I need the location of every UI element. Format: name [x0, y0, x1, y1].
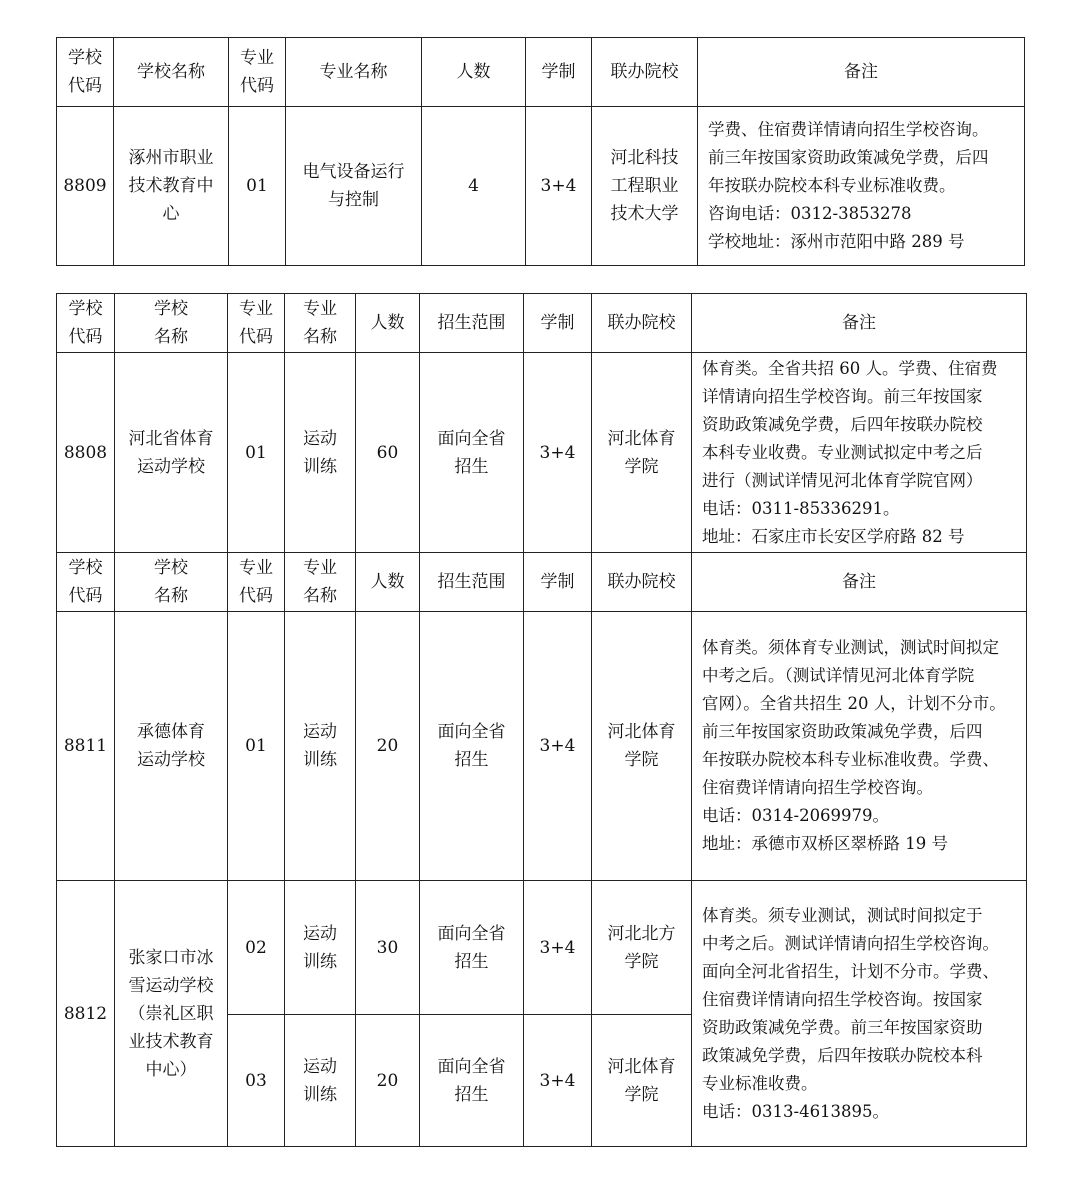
text-line: 备注	[844, 62, 878, 82]
text-line: 代码	[239, 327, 273, 347]
school-name	[115, 353, 228, 553]
text-line: 运动学校	[137, 750, 205, 770]
school-name	[115, 612, 228, 881]
text-line: 学校	[154, 299, 188, 319]
text-line: 专业	[303, 299, 337, 319]
text-line: 招生	[454, 750, 489, 770]
header-count	[422, 38, 526, 107]
school-name	[114, 107, 229, 266]
text-line: 运动学校	[137, 456, 205, 477]
major-code	[228, 612, 285, 881]
text-line: 01	[245, 442, 267, 463]
text-line: 专业	[239, 299, 273, 319]
text-line: 中考之后。（测试详情见河北体育学院	[702, 666, 975, 685]
text-line: 河北省体育	[128, 428, 214, 449]
table-row	[57, 107, 1025, 266]
text-line: 备注	[842, 572, 876, 592]
text-line: 8809	[63, 176, 107, 196]
notes	[698, 107, 1025, 266]
text-line: 学制	[540, 572, 575, 592]
header-major-name	[285, 553, 356, 612]
text-line: 3+4	[540, 176, 577, 196]
text-line: 河北体育	[607, 428, 676, 449]
text-line: 前三年按国家资助政策减免学费，后四	[702, 722, 983, 741]
text-line: 4	[468, 176, 479, 196]
text-line: 学制	[541, 62, 576, 82]
text-line: 河北体育	[607, 1056, 676, 1077]
school-code	[57, 353, 115, 553]
major-name	[285, 612, 356, 881]
text-line: 年按联办院校本科专业标准收费。	[708, 176, 956, 195]
text-line: 雪运动学校	[128, 975, 214, 996]
text-line: 涿州市职业	[128, 148, 214, 168]
text-line: 技术大学	[610, 204, 679, 224]
text-line: 学院	[624, 951, 659, 972]
partner-college	[592, 612, 692, 881]
header-count	[356, 553, 420, 612]
text-line: 训练	[303, 951, 337, 972]
text-line: 3+4	[539, 937, 576, 958]
school-code	[57, 612, 115, 881]
enrollment-count	[422, 107, 526, 266]
header-major-name	[286, 38, 422, 107]
text-line: 3+4	[539, 442, 576, 463]
text-line: 学校名称	[137, 62, 205, 82]
text-line: 60	[376, 442, 399, 463]
text-line: 代码	[239, 586, 273, 606]
text-line: 招生范围	[437, 572, 506, 592]
partner-college	[592, 353, 692, 553]
text-line: 人数	[456, 62, 491, 82]
header-system	[524, 553, 592, 612]
text-line: 住宿费详情请向招生学校咨询。按国家	[702, 989, 983, 1009]
table-header-row	[57, 38, 1025, 107]
text-line: 学院	[624, 1084, 659, 1105]
text-line: 业技术教育	[128, 1031, 214, 1052]
text-line: 专业	[240, 48, 274, 68]
school-code	[57, 107, 114, 266]
text-line: 联办院校	[607, 572, 676, 592]
text-line: 招生范围	[437, 313, 506, 333]
text-line: 联办院校	[607, 313, 676, 333]
text-line: 招生	[454, 951, 489, 972]
table-row	[57, 353, 1027, 553]
header-school-name	[115, 294, 228, 353]
text-line: 工程职业	[610, 176, 679, 196]
text-line: 体育类。须体育专业测试，测试时间拟定	[702, 638, 999, 657]
header-major-code	[229, 38, 286, 107]
text-line: 张家口市冰	[128, 947, 214, 968]
text-line: 学校	[68, 48, 102, 68]
text-line: 8811	[63, 736, 108, 756]
text-line: 运动	[303, 722, 337, 742]
text-line: 名称	[303, 327, 337, 347]
text-line: 3+4	[539, 736, 576, 756]
school-system	[524, 612, 592, 881]
header-school-name	[115, 553, 228, 612]
text-line: 政策减免学费，后四年按联办院校本科	[702, 1045, 983, 1065]
text-line: 名称	[154, 327, 188, 347]
header-major-code	[228, 294, 285, 353]
text-line: 面向全省	[437, 428, 506, 449]
enrollment-scope	[420, 612, 524, 881]
text-line: 电话：0313-4613895。	[702, 1101, 890, 1121]
text-line: 训练	[303, 1084, 337, 1105]
text-line: 承德体育	[137, 722, 205, 742]
text-line: 电话：0314-2069979。	[702, 806, 890, 825]
enrollment-count	[356, 612, 420, 881]
header-notes	[692, 294, 1027, 353]
text-line: 代码	[68, 76, 102, 96]
header-notes	[698, 38, 1025, 107]
text-line: 地址：石家庄市长安区学府路 82 号	[702, 526, 965, 546]
partner-college	[592, 881, 692, 1015]
text-line: 20	[376, 1070, 399, 1091]
text-line: 专业	[303, 558, 337, 578]
text-line: 专业	[239, 558, 273, 578]
text-line: 8808	[63, 442, 108, 463]
table-row	[57, 881, 1027, 1015]
header-partner	[592, 38, 698, 107]
text-line: 学校	[154, 558, 188, 578]
header-school-code	[57, 553, 115, 612]
major-name	[286, 107, 422, 266]
header-scope	[420, 294, 524, 353]
header-system	[524, 294, 592, 353]
text-line: （崇礼区职	[128, 1003, 214, 1024]
text-line: 心	[162, 204, 180, 224]
table-header-row-repeat	[57, 553, 1027, 612]
school-system	[526, 107, 592, 266]
major-code	[228, 1015, 285, 1147]
text-line: 代码	[68, 586, 103, 606]
text-line: 河北科技	[610, 148, 679, 168]
text-line: 面向全省	[437, 722, 506, 742]
text-line: 学制	[540, 313, 575, 333]
school-code	[57, 881, 115, 1147]
text-line: 03	[245, 1070, 267, 1091]
header-major-code	[228, 553, 285, 612]
text-line: 学费、住宿费详情请向招生学校咨询。	[708, 120, 989, 139]
text-line: 专业标准收费。	[702, 1073, 818, 1093]
notes	[692, 353, 1027, 553]
school-name	[115, 881, 228, 1147]
header-major-name	[285, 294, 356, 353]
table-header-row	[57, 294, 1027, 353]
text-line: 学校地址：涿州市范阳中路 289 号	[708, 232, 965, 251]
text-line: 学院	[624, 456, 659, 477]
text-line: 咨询电话：0312-3853278	[708, 204, 912, 223]
enrollment-scope	[420, 881, 524, 1015]
text-line: 前三年按国家资助政策减免学费，后四	[708, 148, 989, 167]
text-line: 招生	[454, 1084, 489, 1105]
major-name	[285, 353, 356, 553]
partner-college	[592, 1015, 692, 1147]
text-line: 学校	[68, 558, 103, 578]
text-line: 年按联办院校本科专业标准收费。学费、	[702, 750, 999, 769]
notes	[692, 612, 1027, 881]
text-line: 代码	[68, 327, 103, 347]
text-line: 训练	[303, 750, 337, 770]
text-line: 人数	[370, 313, 405, 333]
text-line: 中考之后。测试详情请向招生学校咨询。	[702, 933, 999, 953]
text-line: 8812	[63, 1003, 108, 1024]
text-line: 学校	[68, 299, 103, 319]
text-line: 电气设备运行	[302, 162, 405, 182]
school-system	[524, 881, 592, 1015]
text-line: 学院	[624, 750, 659, 770]
text-line: 进行（测试详情见河北体育学院官网）	[702, 470, 983, 490]
text-line: 运动	[303, 1056, 337, 1077]
header-partner	[592, 294, 692, 353]
text-line: 人数	[370, 572, 405, 592]
text-line: 3+4	[539, 1070, 576, 1091]
major-code	[228, 353, 285, 553]
text-line: 中心）	[145, 1059, 197, 1080]
partner-college	[592, 107, 698, 266]
text-line: 面向全省	[437, 1056, 506, 1077]
text-line: 面向全省	[437, 923, 506, 944]
enrollment-count	[356, 881, 420, 1015]
header-school-code	[57, 294, 115, 353]
text-line: 河北北方	[607, 923, 676, 944]
text-line: 资助政策减免学费，后四年按联办院校	[702, 414, 983, 434]
header-scope	[420, 553, 524, 612]
text-line: 体育类。须专业测试，测试时间拟定于	[702, 905, 983, 925]
text-line: 体育类。全省共招 60 人。学费、住宿费	[702, 358, 998, 378]
text-line: 01	[246, 176, 268, 196]
text-line: 招生	[454, 456, 489, 477]
enrollment-table-1	[56, 37, 1025, 266]
enrollment-scope	[420, 353, 524, 553]
text-line: 与控制	[328, 190, 379, 210]
enrollment-count	[356, 353, 420, 553]
text-line: 运动	[303, 428, 337, 449]
header-school-code	[57, 38, 114, 107]
text-line: 代码	[240, 76, 274, 96]
text-line: 运动	[303, 923, 337, 944]
text-line: 技术教育中	[128, 176, 214, 196]
text-line: 备注	[842, 313, 876, 333]
text-line: 01	[245, 736, 267, 756]
text-line: 河北体育	[607, 722, 676, 742]
table-row	[57, 612, 1027, 881]
major-code	[229, 107, 286, 266]
text-line: 训练	[303, 456, 337, 477]
enrollment-table-2	[56, 293, 1027, 1147]
header-notes	[692, 553, 1027, 612]
text-line: 30	[376, 937, 399, 958]
enrollment-scope	[420, 1015, 524, 1147]
major-code	[228, 881, 285, 1015]
school-system	[524, 353, 592, 553]
header-partner	[592, 553, 692, 612]
text-line: 官网）。全省共招生 20 人，计划不分市。	[702, 694, 1006, 713]
text-line: 专业名称	[319, 62, 388, 82]
header-count	[356, 294, 420, 353]
text-line: 面向全河北省招生，计划不分市。学费、	[702, 961, 999, 981]
text-line: 名称	[303, 586, 337, 606]
text-line: 详情请向招生学校咨询。前三年按国家	[702, 386, 983, 406]
text-line: 资助政策减免学费。前三年按国家资助	[702, 1017, 983, 1037]
text-line: 地址：承德市双桥区翠桥路 19 号	[702, 834, 948, 853]
text-line: 20	[376, 736, 399, 756]
text-line: 02	[245, 937, 267, 958]
major-name	[285, 881, 356, 1015]
major-name	[285, 1015, 356, 1147]
text-line: 名称	[154, 586, 188, 606]
text-line: 本科专业收费。专业测试拟定中考之后	[702, 442, 983, 462]
text-line: 电话：0311-85336291。	[702, 498, 900, 518]
text-line: 住宿费详情请向招生学校咨询。	[702, 778, 933, 797]
header-school-name	[114, 38, 229, 107]
school-system	[524, 1015, 592, 1147]
text-line: 联办院校	[610, 62, 679, 82]
notes	[692, 881, 1027, 1147]
enrollment-count	[356, 1015, 420, 1147]
header-system	[526, 38, 592, 107]
